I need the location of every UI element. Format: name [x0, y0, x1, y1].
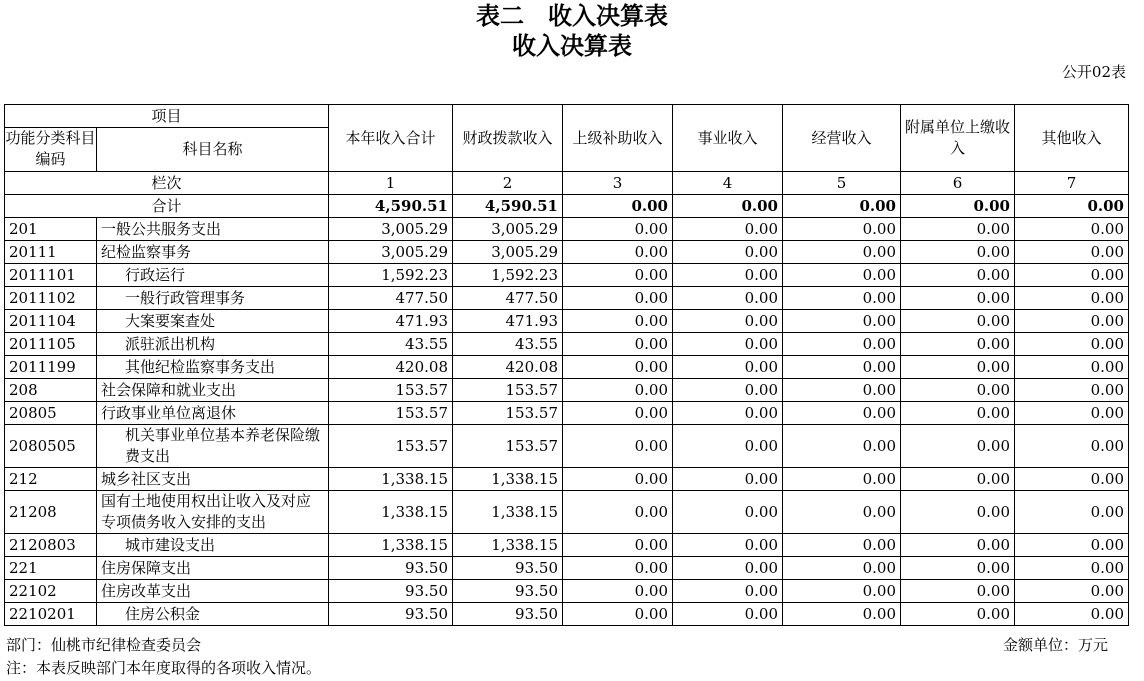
row-value: 0.00 — [783, 468, 901, 491]
row-value: 0.00 — [901, 310, 1015, 333]
row-value: 3,005.29 — [329, 218, 453, 241]
row-value: 153.57 — [453, 425, 563, 468]
col-index: 5 — [783, 172, 901, 195]
row-value: 0.00 — [563, 241, 673, 264]
row-value: 0.00 — [563, 310, 673, 333]
header-subject-name: 科目名称 — [182, 140, 243, 158]
row-value: 0.00 — [673, 557, 783, 580]
row-value: 153.57 — [453, 379, 563, 402]
total-value: 0.00 — [1015, 195, 1129, 218]
row-value: 0.00 — [1015, 218, 1129, 241]
row-name: 社会保障和就业支出 — [97, 379, 329, 402]
header-col-5: 经营收入 — [783, 105, 901, 172]
row-code: 2011104 — [5, 310, 97, 333]
row-name: 城市建设支出 — [97, 534, 329, 557]
row-name: 一般行政管理事务 — [97, 287, 329, 310]
row-value: 0.00 — [563, 491, 673, 534]
row-value: 0.00 — [1015, 491, 1129, 534]
footer-department: 部门：仙桃市纪律检查委员会 — [6, 636, 202, 654]
total-value: 0.00 — [673, 195, 783, 218]
table-row — [5, 534, 1129, 557]
row-value: 0.00 — [783, 264, 901, 287]
row-code: 2011101 — [5, 264, 97, 287]
row-value: 0.00 — [901, 557, 1015, 580]
row-value: 0.00 — [1015, 402, 1129, 425]
row-value: 0.00 — [901, 333, 1015, 356]
row-value: 471.93 — [453, 310, 563, 333]
row-value: 0.00 — [783, 491, 901, 534]
income-table — [4, 104, 1129, 626]
row-value: 0.00 — [901, 402, 1015, 425]
row-value: 0.00 — [563, 264, 673, 287]
row-value: 0.00 — [563, 287, 673, 310]
table-row — [5, 218, 1129, 241]
header-col-4: 事业收入 — [673, 105, 783, 172]
row-value: 1,338.15 — [329, 468, 453, 491]
row-value: 93.50 — [453, 557, 563, 580]
footer-unit: 金额单位：万元 — [1002, 636, 1108, 654]
row-value: 153.57 — [329, 425, 453, 468]
table-row — [5, 425, 1129, 468]
table-row — [5, 264, 1129, 287]
row-value: 0.00 — [783, 333, 901, 356]
row-value: 0.00 — [901, 534, 1015, 557]
row-value: 477.50 — [453, 287, 563, 310]
header-col-3: 上级补助收入 — [563, 105, 673, 172]
row-value: 1,338.15 — [453, 468, 563, 491]
row-code: 2011199 — [5, 356, 97, 379]
row-value: 0.00 — [673, 287, 783, 310]
row-value: 1,592.23 — [453, 264, 563, 287]
row-value: 0.00 — [1015, 379, 1129, 402]
row-value: 93.50 — [329, 557, 453, 580]
row-value: 0.00 — [783, 218, 901, 241]
row-value: 477.50 — [329, 287, 453, 310]
row-value: 0.00 — [901, 264, 1015, 287]
row-value: 0.00 — [901, 425, 1015, 468]
row-value: 0.00 — [901, 218, 1015, 241]
row-code: 212 — [5, 468, 97, 491]
row-value: 0.00 — [673, 491, 783, 534]
header-func-code: 功能分类科目编码 — [5, 128, 97, 171]
row-name: 住房改革支出 — [97, 580, 329, 603]
page-title: 表二 收入决算表 — [476, 2, 668, 30]
row-value: 0.00 — [901, 468, 1015, 491]
row-code: 2120803 — [5, 534, 97, 557]
row-name: 机关事业单位基本养老保险缴费支出 — [97, 425, 329, 468]
row-value: 0.00 — [783, 580, 901, 603]
row-name: 城乡社区支出 — [97, 468, 329, 491]
row-value: 0.00 — [673, 603, 783, 626]
table-row — [5, 402, 1129, 425]
row-value: 0.00 — [783, 287, 901, 310]
table-row — [5, 580, 1129, 603]
table-row — [5, 287, 1129, 310]
row-value: 471.93 — [329, 310, 453, 333]
row-value: 0.00 — [673, 580, 783, 603]
row-value: 0.00 — [673, 468, 783, 491]
header-col-2: 财政拨款收入 — [453, 105, 563, 172]
row-value: 0.00 — [783, 402, 901, 425]
row-name: 一般公共服务支出 — [97, 218, 329, 241]
row-value: 0.00 — [783, 557, 901, 580]
row-name: 其他纪检监察事务支出 — [97, 356, 329, 379]
row-value: 0.00 — [673, 310, 783, 333]
row-code: 20805 — [5, 402, 97, 425]
row-value: 0.00 — [673, 333, 783, 356]
row-value: 1,338.15 — [329, 534, 453, 557]
row-value: 0.00 — [673, 534, 783, 557]
row-code: 208 — [5, 379, 97, 402]
row-value: 0.00 — [673, 264, 783, 287]
row-value: 0.00 — [1015, 603, 1129, 626]
row-value: 0.00 — [563, 218, 673, 241]
col-index: 3 — [563, 172, 673, 195]
table-row — [5, 310, 1129, 333]
col-index: 6 — [901, 172, 1015, 195]
row-value: 153.57 — [453, 402, 563, 425]
row-name: 行政运行 — [97, 264, 329, 287]
row-value: 0.00 — [1015, 557, 1129, 580]
row-value: 0.00 — [783, 310, 901, 333]
row-code: 22102 — [5, 580, 97, 603]
total-value: 0.00 — [901, 195, 1015, 218]
row-value: 3,005.29 — [453, 218, 563, 241]
table-row — [5, 356, 1129, 379]
row-name: 大案要案查处 — [97, 310, 329, 333]
row-value: 0.00 — [563, 580, 673, 603]
row-value: 0.00 — [563, 425, 673, 468]
total-value: 0.00 — [783, 195, 901, 218]
row-code: 2210201 — [5, 603, 97, 626]
table-row — [5, 603, 1129, 626]
row-value: 43.55 — [329, 333, 453, 356]
row-value: 0.00 — [901, 287, 1015, 310]
row-value: 1,338.15 — [453, 491, 563, 534]
row-value: 0.00 — [783, 603, 901, 626]
row-value: 0.00 — [563, 356, 673, 379]
row-value: 1,338.15 — [329, 491, 453, 534]
row-value: 93.50 — [329, 580, 453, 603]
row-value: 43.55 — [453, 333, 563, 356]
row-value: 153.57 — [329, 379, 453, 402]
row-value: 0.00 — [901, 356, 1015, 379]
table-row — [5, 333, 1129, 356]
row-code: 201 — [5, 218, 97, 241]
row-value: 0.00 — [1015, 425, 1129, 468]
total-value: 0.00 — [563, 195, 673, 218]
row-value: 0.00 — [563, 379, 673, 402]
row-value: 0.00 — [1015, 241, 1129, 264]
table-row — [5, 468, 1129, 491]
row-value: 0.00 — [673, 218, 783, 241]
row-value: 0.00 — [783, 356, 901, 379]
row-value: 0.00 — [673, 356, 783, 379]
row-value: 0.00 — [563, 534, 673, 557]
row-name: 行政事业单位离退休 — [97, 402, 329, 425]
row-value: 0.00 — [783, 534, 901, 557]
header-item: 项目 — [5, 105, 328, 128]
row-code: 221 — [5, 557, 97, 580]
row-value: 0.00 — [563, 603, 673, 626]
row-value: 153.57 — [329, 402, 453, 425]
row-value: 0.00 — [783, 379, 901, 402]
page-subtitle: 收入决算表 — [512, 32, 632, 60]
row-value: 93.50 — [453, 580, 563, 603]
row-value: 0.00 — [563, 557, 673, 580]
row-code: 2011102 — [5, 287, 97, 310]
total-label: 合计 — [5, 195, 329, 218]
table-row — [5, 379, 1129, 402]
table-row — [5, 241, 1129, 264]
row-name: 派驻派出机构 — [97, 333, 329, 356]
table-row — [5, 557, 1129, 580]
row-name: 国有土地使用权出让收入及对应专项债务收入安排的支出 — [97, 491, 329, 534]
row-value: 0.00 — [563, 468, 673, 491]
row-value: 0.00 — [1015, 580, 1129, 603]
row-value: 1,592.23 — [329, 264, 453, 287]
row-value: 0.00 — [1015, 310, 1129, 333]
row-name: 纪检监察事务 — [97, 241, 329, 264]
table-row — [5, 491, 1129, 534]
col-index: 1 — [329, 172, 453, 195]
row-code: 21208 — [5, 491, 97, 534]
row-value: 0.00 — [1015, 333, 1129, 356]
row-value: 0.00 — [563, 333, 673, 356]
row-value: 0.00 — [901, 241, 1015, 264]
header-col-7: 其他收入 — [1015, 105, 1129, 172]
header-item-block — [5, 105, 329, 172]
row-value: 93.50 — [329, 603, 453, 626]
row-code: 2080505 — [5, 425, 97, 468]
row-value: 0.00 — [563, 402, 673, 425]
row-value: 0.00 — [901, 491, 1015, 534]
row-value: 0.00 — [1015, 287, 1129, 310]
row-value: 0.00 — [673, 425, 783, 468]
row-value: 0.00 — [1015, 264, 1129, 287]
row-value: 0.00 — [1015, 534, 1129, 557]
row-value: 3,005.29 — [329, 241, 453, 264]
col-index: 2 — [453, 172, 563, 195]
row-value: 0.00 — [1015, 468, 1129, 491]
row-value: 0.00 — [901, 603, 1015, 626]
row-value: 3,005.29 — [453, 241, 563, 264]
row-name: 住房保障支出 — [97, 557, 329, 580]
row-code: 2011105 — [5, 333, 97, 356]
row-value: 0.00 — [1015, 356, 1129, 379]
form-code: 公开02表 — [1061, 63, 1126, 81]
footer-note: 注：本表反映部门本年度取得的各项收入情况。 — [6, 659, 322, 677]
row-value: 0.00 — [901, 379, 1015, 402]
header-col-1: 本年收入合计 — [329, 105, 453, 172]
col-index-label: 栏次 — [5, 172, 329, 195]
row-name: 住房公积金 — [97, 603, 329, 626]
col-index: 4 — [673, 172, 783, 195]
total-value: 4,590.51 — [329, 195, 453, 218]
total-value: 4,590.51 — [453, 195, 563, 218]
header-col-6: 附属单位上缴收入 — [901, 105, 1015, 172]
row-value: 0.00 — [783, 425, 901, 468]
row-value: 0.00 — [673, 402, 783, 425]
row-value: 0.00 — [783, 241, 901, 264]
row-value: 1,338.15 — [453, 534, 563, 557]
col-index: 7 — [1015, 172, 1129, 195]
row-value: 420.08 — [453, 356, 563, 379]
row-value: 93.50 — [453, 603, 563, 626]
row-value: 420.08 — [329, 356, 453, 379]
row-value: 0.00 — [673, 379, 783, 402]
row-value: 0.00 — [901, 580, 1015, 603]
row-value: 0.00 — [673, 241, 783, 264]
row-code: 20111 — [5, 241, 97, 264]
